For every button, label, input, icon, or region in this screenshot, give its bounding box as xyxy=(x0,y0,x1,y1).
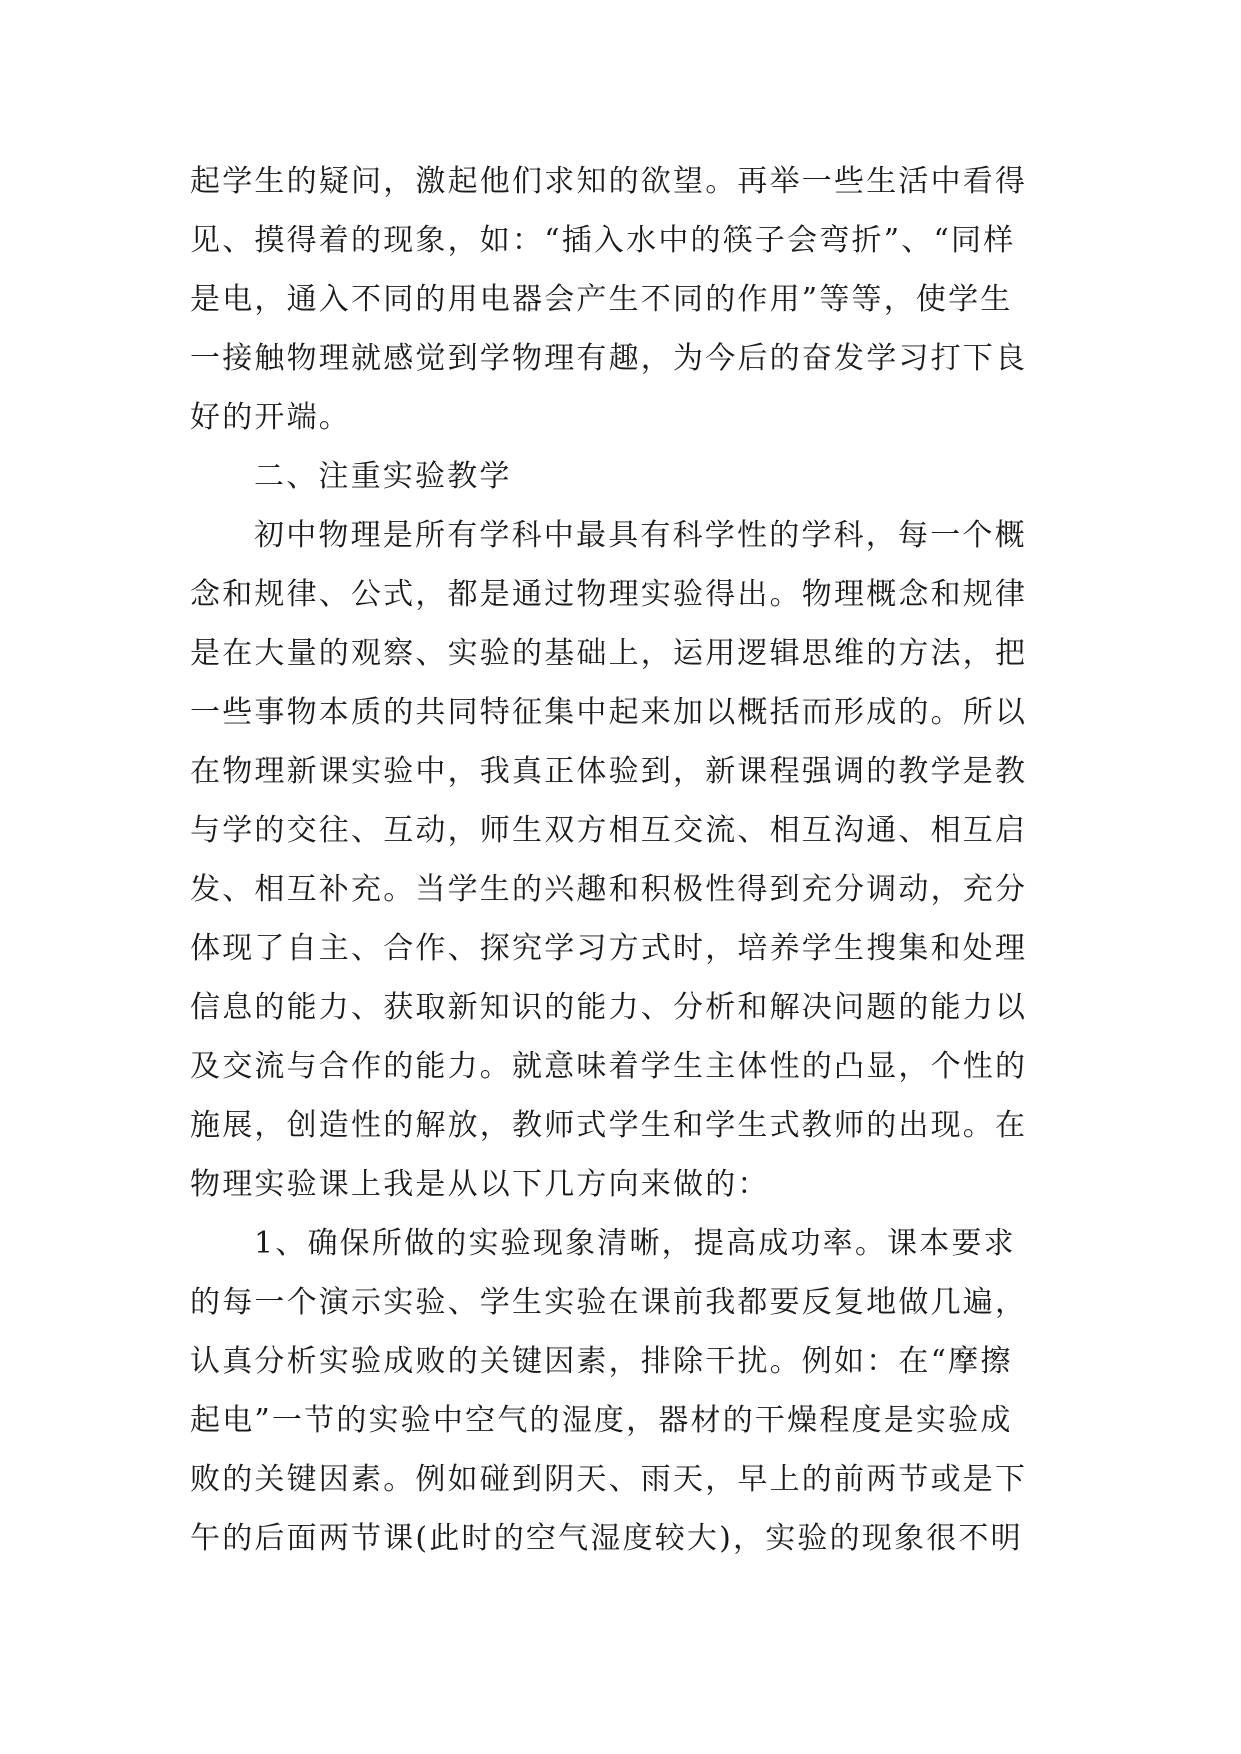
text-line: 施展，创造性的解放，教师式学生和学生式教师的出现。在 xyxy=(190,1108,1028,1143)
text-line: 体现了自主、合作、探究学习方式时，培养学生搜集和处理 xyxy=(190,931,1028,966)
text-line: 发、相互补充。当学生的兴趣和积极性得到充分调动，充分 xyxy=(190,872,1028,907)
text-line: 是电，通入不同的用电器会产生不同的作用”等等，使学生 xyxy=(190,282,1013,317)
body-text xyxy=(190,152,1050,1568)
text-line: 起电”一节的实验中空气的湿度，器材的干燥程度是实验成 xyxy=(190,1403,1013,1438)
text-line: 的每一个演示实验、学生实验在课前我都要反复地做几遍， xyxy=(190,1285,1028,1320)
text-line: 见、摸得着的现象，如：“插入水中的筷子会弯折”、“同样 xyxy=(190,223,1016,258)
text-line: 物理实验课上我是从以下几方向来做的： xyxy=(190,1167,770,1202)
paragraph-start-line: 初中物理是所有学科中最具有科学性的学科，每一个概 xyxy=(254,518,1027,553)
text-line: 与学的交往、互动，师生双方相互交流、相互沟通、相互启 xyxy=(190,813,1028,848)
section-heading: 二、注重实验教学 xyxy=(254,459,512,494)
text-line: 一接触物理就感觉到学物理有趣，为今后的奋发学习打下良 xyxy=(190,341,1028,376)
text-line: 午的后面两节课(此时的空气湿度较大)，实验的现象很不明 xyxy=(190,1521,1023,1556)
paragraph-start-line: 1、确保所做的实验现象清晰，提高成功率。课本要求 xyxy=(254,1226,1016,1261)
text-line: 认真分析实验成败的关键因素，排除干扰。例如：在“摩擦 xyxy=(190,1344,1013,1379)
text-line: 一些事物本质的共同特征集中起来加以概括而形成的。所以 xyxy=(190,695,1028,730)
text-line: 及交流与合作的能力。就意味着学生主体性的凸显，个性的 xyxy=(190,1049,1028,1084)
text-line: 败的关键因素。例如碰到阴天、雨天，早上的前两节或是下 xyxy=(190,1462,1028,1497)
text-line: 好的开端。 xyxy=(190,400,351,435)
text-line: 起学生的疑问，激起他们求知的欲望。再举一些生活中看得 xyxy=(190,164,1028,199)
text-line: 念和规律、公式，都是通过物理实验得出。物理概念和规律 xyxy=(190,577,1028,612)
text-line: 信息的能力、获取新知识的能力、分析和解决问题的能力以 xyxy=(190,990,1028,1025)
text-line: 在物理新课实验中，我真正体验到，新课程强调的教学是教 xyxy=(190,754,1028,789)
text-line: 是在大量的观察、实验的基础上，运用逻辑思维的方法，把 xyxy=(190,636,1028,671)
